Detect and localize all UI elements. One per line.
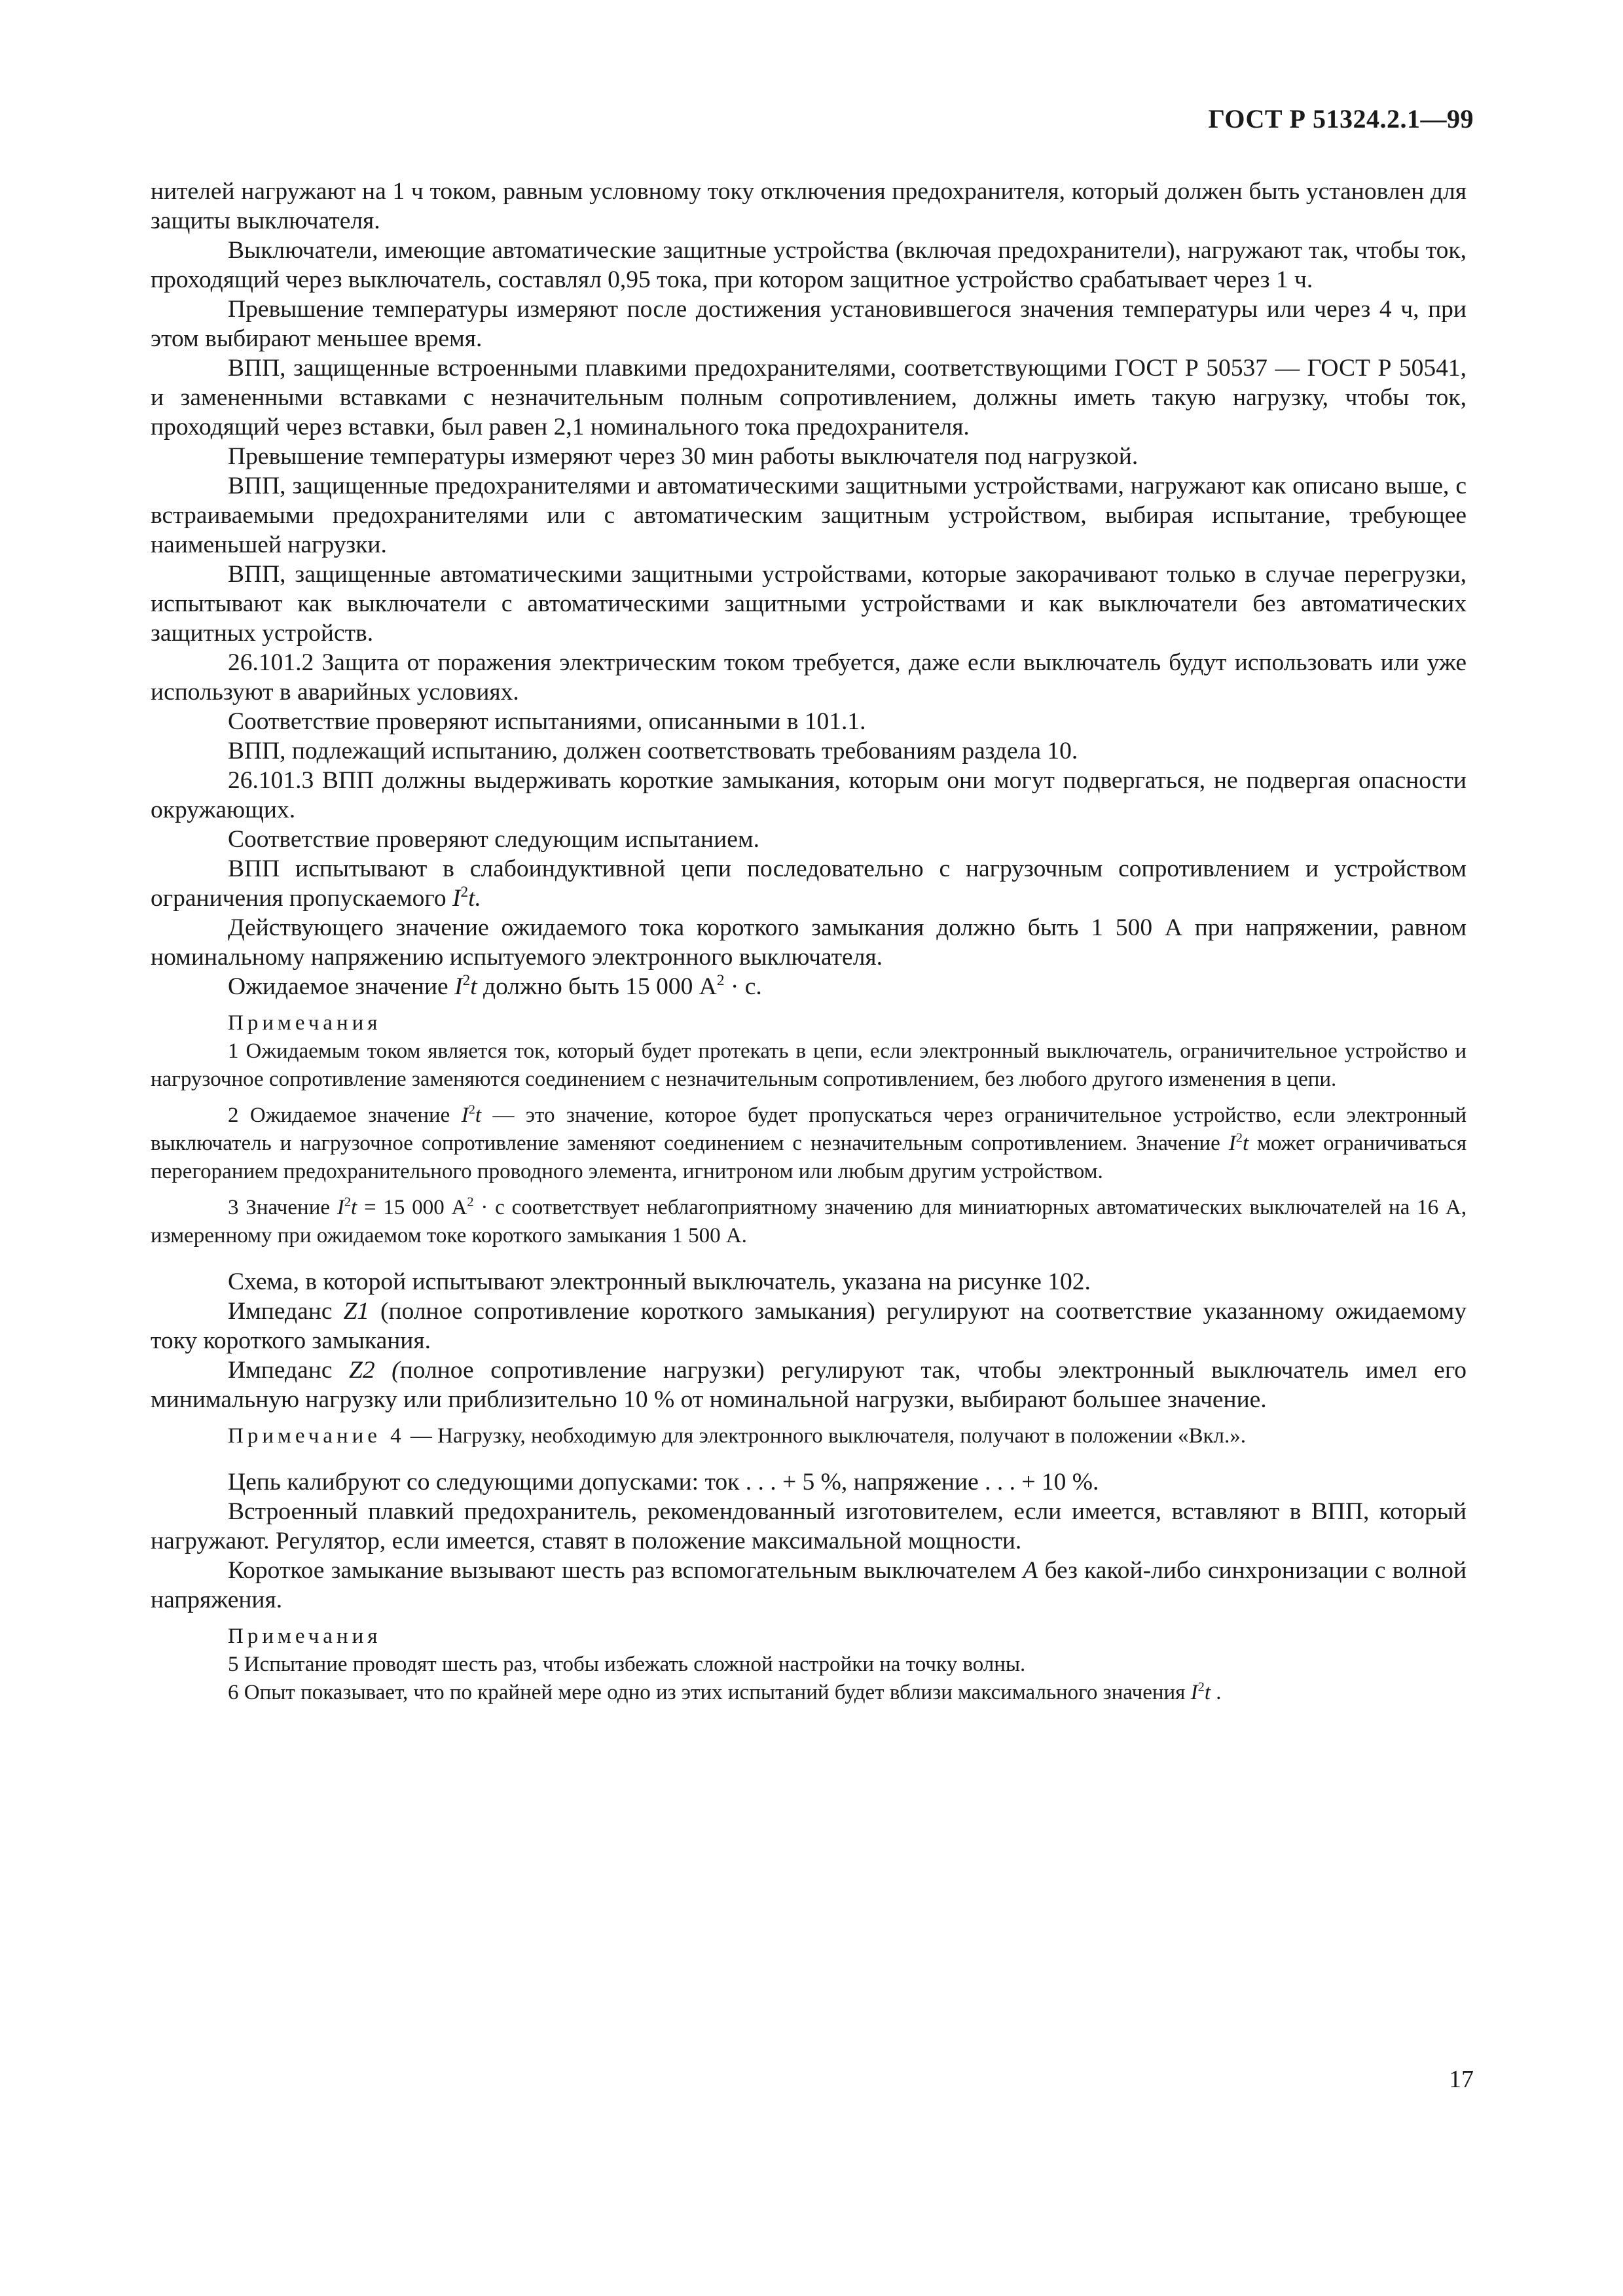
- paragraph: [151, 1556, 1467, 1615]
- paragraph: [151, 1355, 1467, 1414]
- paragraph: нителей нагружают на 1 ч током, равным условному току отключения предохранителя, который должен быть установлен для защиты выключателя.: [151, 178, 1467, 234]
- note-4-block: [151, 1422, 1467, 1450]
- unit-superscript: 2: [716, 972, 725, 990]
- paragraph: [151, 1297, 1467, 1355]
- clause-26-101-2: 26.101.2 Защита от поражения электрическим током требуется, даже если выключатель будут использовать или уже используют в аварийных условиях.: [151, 649, 1467, 706]
- note-text: 3 Значение: [228, 1196, 331, 1219]
- paragraph-text: без какой-либо синхронизации с волной напряжения.: [151, 1557, 1467, 1613]
- switch-a: А: [1023, 1557, 1038, 1584]
- paragraph-text: Импеданс: [228, 1298, 333, 1325]
- formula-t: t: [351, 1196, 357, 1219]
- paragraph: ВПП, подлежащий испытанию, должен соответствовать требованиям раздела 10.: [228, 738, 1078, 764]
- paragraph: Превышение температуры измеряют через 30 мин работы выключателя под нагрузкой.: [228, 443, 1139, 470]
- formula-t: t.: [468, 885, 481, 912]
- paragraph-text: Короткое замыкание вызывают шесть раз вспомогательным выключателем: [228, 1557, 1017, 1584]
- note-text: = 15 000 А: [364, 1196, 467, 1219]
- note-3: [151, 1194, 1467, 1250]
- formula-i: I: [454, 973, 463, 1000]
- formula-i: I: [461, 1103, 469, 1127]
- formula-t: t: [475, 1103, 482, 1127]
- note-text: 2 Ожидаемое значение: [228, 1103, 450, 1127]
- note-label: Примечание 4: [228, 1424, 405, 1448]
- notes-block-1: [151, 1009, 1467, 1250]
- paragraph: ВПП, защищенные встроенными плавкими предохранителями, соответствующими ГОСТ Р 50537 — ГОСТ Р 50541, и замененными вставками с незначительным полным сопротивлением, должны иметь такую нагрузку, чтобы ток, проходящий через вставки, был равен 2,1 номинального тока предохранителя.: [151, 355, 1467, 440]
- paragraph-text: ВПП испытывают в слабоиндуктивной цепи последовательно с нагрузочным сопротивлением и устройством ограничения пропускаемого: [151, 855, 1467, 912]
- unit-superscript: 2: [467, 1194, 474, 1210]
- formula-i: I: [1190, 1681, 1198, 1704]
- formula-superscript: 2: [344, 1194, 352, 1210]
- note-1: 1 Ожидаемым током является ток, который будет протекать в цепи, если электронный выключатель, ограничительное устройство и нагрузочное сопротивление заменяются соединением с незначительным сопротивлением, без любого другого изменения в цепи.: [151, 1039, 1467, 1091]
- formula-t: t: [470, 973, 477, 1000]
- paragraph: Схема, в которой испытывают электронный выключатель, указана на рисунке 102.: [228, 1268, 1091, 1295]
- note-5: 5 Испытание проводят шесть раз, чтобы избежать сложной настройки на точку волны.: [228, 1653, 1026, 1676]
- document-body: [151, 177, 1467, 1707]
- paragraph-text: полное сопротивление нагрузки) регулируют так, чтобы электронный выключатель имел его минимальную нагрузку или приблизительно 10 % от номинальной нагрузки, выбирают большее значение.: [151, 1357, 1467, 1413]
- paragraph: [151, 854, 1467, 913]
- paragraph-text: должно быть 15 000 А: [483, 973, 717, 1000]
- notes-heading: Примечания: [228, 1011, 382, 1035]
- paragraph: Выключатели, имеющие автоматические защитные устройства (включая предохранители), нагружают так, чтобы ток, проходящий через выключатель, составлял 0,95 тока, при котором защитное устройство срабатывает через 1 ч.: [151, 237, 1467, 293]
- paragraph-text: Ожидаемое значение: [228, 973, 448, 1000]
- note-text: · с соответствует неблагоприятному значению для миниатюрных автоматических выключателей на 16 А, измеренному при ожидаемом токе короткого замыкания 1 500 А.: [151, 1196, 1467, 1247]
- notes-block-2: [151, 1623, 1467, 1707]
- impedance-z1: Z1: [343, 1298, 370, 1325]
- paragraph: ВПП, защищенные автоматическими защитными устройствами, которые закорачивают только в случае перегрузки, испытывают как выключатели с автоматическими защитными устройствами и как выключатели без автоматических защитных устройств.: [151, 561, 1467, 647]
- note-text: .: [1211, 1681, 1222, 1704]
- formula-superscript: 2: [462, 972, 471, 990]
- formula-superscript: 2: [1197, 1679, 1205, 1695]
- paragraph-text: (полное сопротивление короткого замыкания) регулируют на соответствие указанному ожидаемому току короткого замыкания.: [151, 1298, 1467, 1354]
- formula-superscript: 2: [460, 884, 469, 901]
- paragraph: ВПП, защищенные предохранителями и автоматическими защитными устройствами, нагружают как описано выше, с встраиваемыми предохранителями или с автоматическим защитным устройством, выбирая испытание, требующее наименьшей нагрузки.: [151, 473, 1467, 558]
- paragraph: Превышение температуры измеряют после достижения установившегося значения температуры или через 4 ч, при этом выбирают меньшее время.: [151, 296, 1467, 352]
- paragraph-text: Импеданс: [228, 1357, 333, 1384]
- formula-superscript: 2: [1235, 1130, 1243, 1145]
- clause-26-101-3: 26.101.3 ВПП должны выдерживать короткие замыкания, которым они могут подвергаться, не подвергая опасности окружающих.: [151, 767, 1467, 823]
- formula-i: I: [452, 885, 461, 912]
- note-2: [151, 1102, 1467, 1186]
- formula-t: t: [1204, 1681, 1211, 1704]
- formula-t: t: [1242, 1132, 1249, 1155]
- note-6: [151, 1679, 1467, 1707]
- note-text: может ограничиваться перегоранием предохранительного проводного элемента, игнитроном или любым другим устройством.: [151, 1132, 1467, 1183]
- impedance-z2: Z2 (: [349, 1357, 400, 1384]
- paragraph: Соответствие проверяют следующим испытанием.: [228, 826, 759, 853]
- paragraph: [151, 972, 1467, 1001]
- paragraph: Цепь калибруют со следующими допусками: ток . . . + 5 %, напряжение . . . + 10 %.: [228, 1469, 1099, 1496]
- notes-heading: Примечания: [228, 1624, 382, 1648]
- paragraph-text: · с.: [724, 973, 762, 1000]
- formula-i: I: [337, 1196, 344, 1219]
- note-4: [151, 1422, 1467, 1450]
- paragraph: Встроенный плавкий предохранитель, рекомендованный изготовителем, если имеется, вставляют в ВПП, который нагружают. Регулятор, если имеется, ставят в положение максимальной мощности.: [151, 1498, 1467, 1554]
- note-text: — это значение, которое будет пропускаться через ограничительное устройство, если электронный выключатель и нагрузочное сопротивление заменяют соединением с незначительным сопротивлением. Значение: [151, 1103, 1467, 1155]
- formula-i: I: [1228, 1132, 1236, 1155]
- standard-code-header: ГОСТ Р 51324.2.1—99: [1208, 104, 1474, 134]
- paragraph: Соответствие проверяют испытаниями, описанными в 101.1.: [228, 708, 866, 735]
- formula-superscript: 2: [468, 1102, 475, 1117]
- note-text: 6 Опыт показывает, что по крайней мере одно из этих испытаний будет вблизи максимального значения: [228, 1681, 1186, 1704]
- page-number: 17: [1449, 2066, 1474, 2093]
- paragraph: Действующего значение ожидаемого тока короткого замыкания должно быть 1 500 А при напряжении, равном номинальному напряжению испытуемого электронного выключателя.: [151, 914, 1467, 971]
- note-text: — Нагрузку, необходимую для электронного выключателя, получают в положении «Вкл.».: [405, 1424, 1247, 1448]
